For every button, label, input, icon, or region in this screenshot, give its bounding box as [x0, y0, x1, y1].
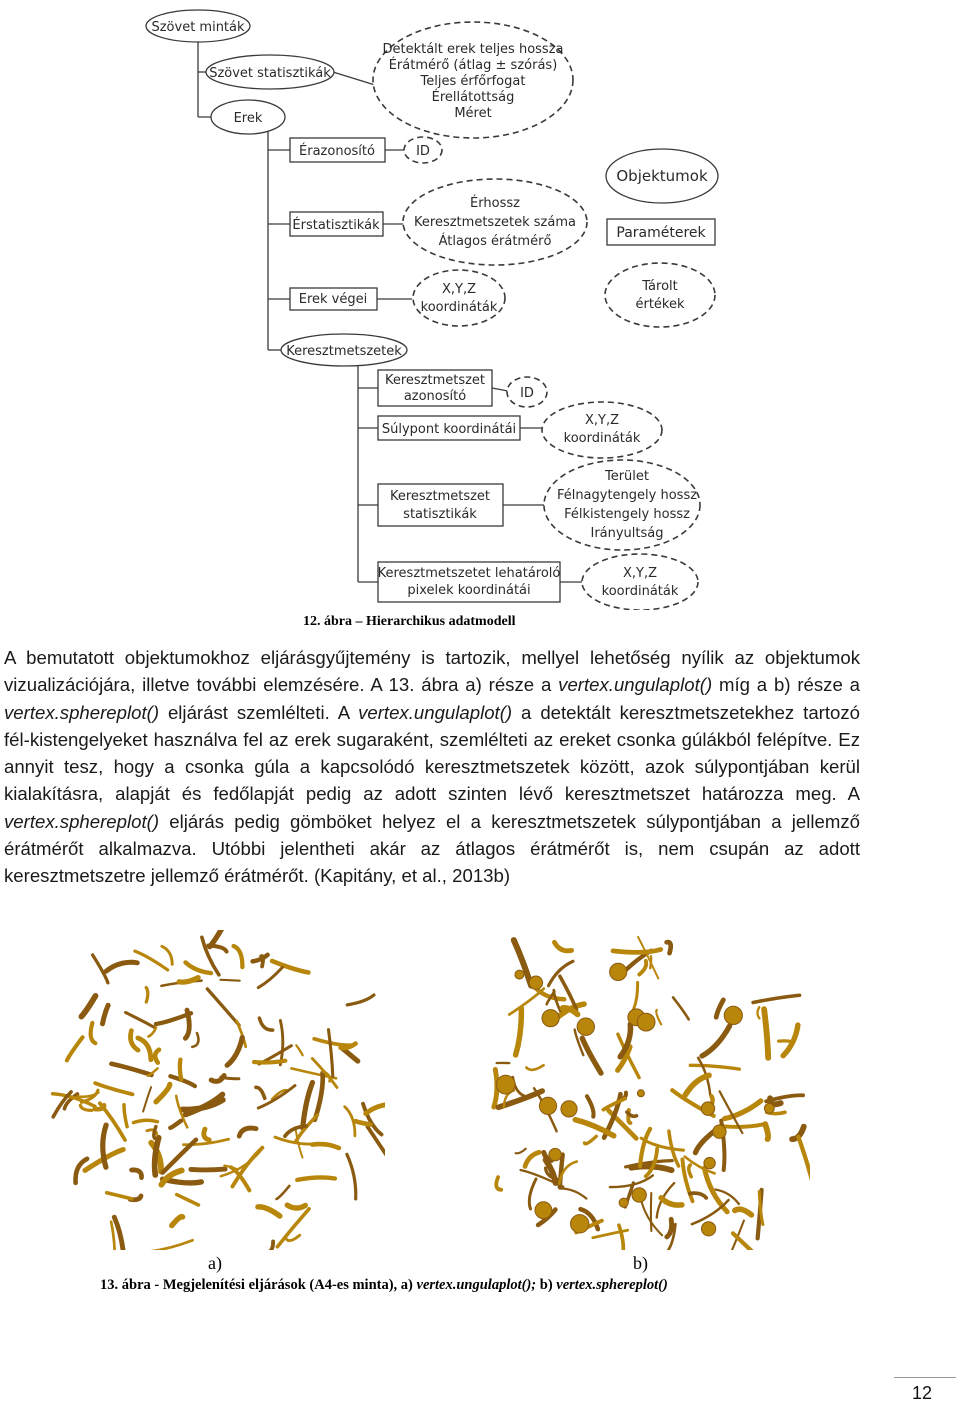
vessel-segment [204, 1129, 209, 1140]
km-stat-detail-3: Irányultság [590, 526, 663, 541]
vessel-segment [162, 946, 172, 964]
vessel-segment [107, 1193, 132, 1199]
vessel-segment [315, 1073, 323, 1120]
vessel-segment [689, 1165, 691, 1177]
km-azon-line1: Keresztmetszet [385, 373, 485, 388]
vessel-segment [80, 1105, 91, 1110]
vessel-segment [179, 978, 198, 983]
stats-detail-1: Érátmérő (átlag ± szórás) [389, 57, 558, 73]
vessel-segment [149, 1028, 157, 1037]
stats-detail-3: Érellátottság [432, 89, 515, 105]
paragraph-segment: míg a b) része a [712, 674, 860, 695]
vessel-segment [106, 962, 137, 971]
vessel-sphere [535, 1202, 552, 1219]
vessel-segment [239, 1128, 256, 1136]
vessel-segment [114, 1217, 124, 1250]
vessel-segment [221, 980, 240, 981]
vessel-segment [192, 1033, 198, 1047]
xyz1-line2: koordináták [421, 300, 498, 315]
km-stat-line2: statisztikák [403, 507, 477, 522]
vessel-segment [312, 1144, 339, 1148]
vessel-segment [516, 1149, 526, 1154]
vessel-sphere [610, 963, 627, 980]
vessel-segment [287, 1235, 300, 1240]
erstat-detail-2: Átlagos érátmérő [439, 233, 552, 249]
id-ellipse-1: ID [416, 144, 430, 159]
vessel-sphere [637, 1013, 655, 1031]
vessel-segment [329, 1030, 333, 1077]
figure-12-caption: 12. ábra – Hierarchikus adatmodell [303, 614, 515, 630]
vessel-segment [207, 989, 239, 1025]
caption13-mid: b) [536, 1277, 556, 1293]
vessel-segment [111, 1222, 115, 1250]
vessel-segment [585, 1136, 597, 1144]
vessel-segment [111, 1064, 151, 1075]
vessel-segment [526, 1065, 543, 1070]
figure-13a-ungulaplot [45, 930, 385, 1250]
vessel-segment [254, 1061, 285, 1063]
paragraph-segment: vertex.ungulaplot() [358, 702, 512, 723]
vessel-sphere [542, 1010, 559, 1027]
vessel-segment [619, 1225, 623, 1250]
vessel-segment [211, 1076, 224, 1082]
vessel-segment [765, 1124, 768, 1139]
vessel-segment [280, 1020, 283, 1064]
vessel-segment [347, 995, 374, 1005]
vessel-segment [124, 1105, 127, 1127]
xyz3-line1: X,Y,Z [623, 566, 657, 581]
vessel-segment [366, 1104, 385, 1113]
vessel-segment [509, 989, 544, 1015]
vessel-segment [256, 1087, 265, 1098]
vessel-sphere [764, 1103, 774, 1113]
vessel-segment [103, 1005, 109, 1024]
vessel-segment [180, 1060, 181, 1080]
vessel-sphere [549, 1148, 561, 1160]
km-azon-line2: azonosító [404, 389, 466, 404]
km-stat-detail-2: Félkistengely hossz [564, 507, 690, 522]
km-pixel-line1: Keresztmetszetet lehatároló [378, 566, 561, 581]
xyz2-line2: koordináták [564, 431, 641, 446]
vessel-segment [186, 962, 211, 973]
paragraph-segment: vertex.sphereplot() [4, 811, 159, 832]
vessel-segment [716, 1000, 723, 1017]
vessel-segment [673, 997, 689, 1019]
vessel-segment [587, 1096, 594, 1116]
vessel-segment [267, 1241, 273, 1250]
vessel-segment [514, 940, 531, 986]
figure-13b-sphereplot [470, 930, 810, 1250]
vessel-segment [170, 1121, 181, 1128]
vessel-segment [496, 1177, 501, 1190]
vessel-segment [525, 1152, 539, 1166]
vessel-sphere [704, 1157, 715, 1168]
vessel-sphere [515, 970, 524, 979]
node-erek-vegei: Erek végei [299, 292, 368, 307]
vessel-sphere [632, 1188, 646, 1202]
vessel-segment [133, 1120, 157, 1122]
vessel-segment [667, 1219, 672, 1237]
vessel-segment [368, 1127, 386, 1166]
vessel-segment [757, 1007, 759, 1018]
vessel-segment [95, 1083, 132, 1094]
paragraph-segment: A bemutatott objektumokhoz eljárásgyűjtemény is tartozik, mellyel lehetőség nyílik az objektumok vizualizációjára, illetve további elemzésére. A 13. ábra a) része a [4, 647, 860, 695]
vessel-segment [690, 1065, 739, 1069]
id-ellipse-2: ID [520, 386, 534, 401]
stats-detail-0: Detektált erek teljes hossza [382, 42, 563, 57]
vessel-sphere [496, 1075, 515, 1094]
vessel-sphere [637, 1090, 644, 1097]
km-stat-detail-0: Terület [604, 469, 649, 484]
vessel-segment [702, 1026, 730, 1056]
vessel-segment [641, 1138, 683, 1150]
vessel-sphere [539, 1097, 556, 1114]
vessel-segment [549, 961, 573, 985]
vessel-sphere [724, 1006, 742, 1024]
vessel-segment [347, 1154, 356, 1199]
vessel-segment [798, 1137, 810, 1180]
vessel-segment [667, 942, 671, 953]
legend-tarolt-line1: Tárolt [641, 279, 677, 294]
vessel-sphere [702, 1222, 716, 1236]
figure-13-caption [100, 1277, 668, 1294]
vessel-segment [661, 1198, 682, 1205]
vessel-segment [297, 1177, 335, 1179]
legend-tarolt-line2: értékek [635, 297, 685, 312]
erstat-detail-1: Keresztmetszetek száma [414, 215, 576, 230]
vessel-segment [516, 1008, 522, 1055]
node-erazonosito: Érazonosító [299, 143, 375, 159]
vessel-segment [720, 1125, 762, 1127]
vessel-segment [258, 968, 282, 988]
km-stat-line1: Keresztmetszet [390, 489, 490, 504]
paragraph-segment: vertex.sphereplot() [4, 702, 159, 723]
vessel-segment [67, 1037, 83, 1060]
vessel-segment [296, 1045, 302, 1055]
footer-rule [894, 1377, 956, 1378]
vessel-segment [287, 1205, 305, 1208]
stats-detail-4: Méret [454, 106, 491, 121]
vessel-segment [277, 1186, 290, 1199]
vessel-sphere [701, 1102, 714, 1115]
vessel-segment [146, 988, 148, 1002]
vessel-segment [345, 1107, 355, 1136]
km-pixel-line2: pixelek koordinátái [407, 583, 530, 598]
vessel-segment [234, 946, 243, 967]
node-keresztmetszetek: Keresztmetszetek [286, 344, 402, 359]
vessel-segment [640, 1129, 650, 1166]
vessel-segment [764, 1009, 768, 1058]
vessel-segment [529, 1179, 536, 1209]
figure-13a-label: a) [208, 1253, 222, 1274]
vessel-segment [613, 950, 661, 953]
xyz2-line1: X,Y,Z [585, 413, 619, 428]
node-erek: Erek [234, 111, 263, 126]
vessel-segment [81, 996, 95, 1017]
vessel-segment [494, 1069, 497, 1107]
xyz3-line2: koordináták [602, 584, 679, 599]
km-stat-detail-1: Félnagytengely hossz [557, 488, 697, 503]
body-paragraph [4, 644, 860, 890]
vessel-segment [135, 951, 168, 970]
vessel-sphere [713, 1125, 726, 1138]
vessel-segment [639, 961, 646, 975]
legend-objektumok: Objektumok [616, 167, 708, 185]
vessel-segment [314, 1039, 353, 1045]
vessel-segment [656, 1010, 661, 1025]
hierarchy-diagram [120, 0, 850, 610]
xyz1-line1: X,Y,Z [442, 282, 476, 297]
vessel-segment [143, 1087, 151, 1111]
vessel-sphere [571, 1215, 589, 1233]
vessel-segment [753, 995, 800, 1002]
vessel-segment [554, 942, 571, 951]
vessel-segment [735, 1209, 752, 1215]
vessel-segment [130, 1031, 138, 1051]
legend-parameterek: Paraméterek [616, 225, 706, 241]
paragraph-segment: vertex.ungulaplot() [558, 674, 712, 695]
vessel-segment [779, 1041, 792, 1043]
vessel-segment [259, 1018, 272, 1030]
paragraph-segment: eljárást szemlélteti. A [159, 702, 358, 723]
caption13-f2: vertex.sphereplot() [556, 1277, 668, 1293]
vessel-segment [258, 1207, 280, 1216]
page-number: 12 [912, 1383, 932, 1404]
vessel-segment [603, 1099, 625, 1110]
node-stats: Szövet statisztikák [209, 66, 331, 81]
vessel-segment [356, 1121, 371, 1124]
vessel-segment [91, 1023, 96, 1043]
vessel-segment [560, 976, 577, 1010]
vessel-segment [582, 1038, 601, 1073]
vessel-segment [156, 1084, 170, 1101]
vessel-segment [172, 1217, 183, 1226]
vessel-sphere [561, 1101, 577, 1117]
stats-detail-2: Teljes érfőrfogat [420, 74, 526, 89]
vessel-segment [191, 1169, 225, 1170]
vessel-segment [156, 1013, 191, 1024]
vessel-segment [177, 1195, 199, 1205]
vessel-segment [560, 1188, 587, 1198]
node-root: Szövet minták [151, 20, 245, 35]
vessel-segment [627, 1112, 637, 1116]
vessel-segment [155, 1050, 159, 1063]
node-erstat: Érstatisztikák [292, 217, 380, 233]
vessel-segment [685, 1075, 709, 1094]
caption13-prefix: 13. ábra - Megjelenítési eljárások (A4-es minta), a) [100, 1277, 417, 1293]
paragraph-segment: eljárás pedig gömböket helyez el a keresztmetszetek súlypontjában a jellemző érátmérőt alkalmazva. Utóbbi jelentheti akár az átlagos érátmérőt is, nem csupán az adott keresztmetszetre jellemző érátmérőt. (Kapitány, et al., 2013b) [4, 811, 860, 887]
caption13-f1: vertex.ungulaplot(); [417, 1277, 537, 1293]
figure-13b-label: b) [633, 1253, 648, 1274]
vessel-segment [227, 1038, 242, 1066]
vessel-sphere [619, 1198, 628, 1207]
vessel-segment [103, 1125, 106, 1167]
vessel-segment [150, 1240, 193, 1250]
vessel-sphere [529, 976, 542, 989]
erstat-detail-0: Érhossz [470, 195, 520, 211]
node-sulypont: Súlypont koordinátái [382, 422, 516, 437]
paragraph-segment: a detektált keresztmetszetekhez tartozó fél-kistengelyeket használva fel az erek sugaraként, szemlélteti az ereket csonka gúlákból felépítve. Ez annyit tesz, hogy a csonka gúla a kapcsolódó keresztmetszetek között, azok súlypontjában kerül kialakításra, alapját és fedőlapját pedig az adott szinten lévő keresztmetszet határozza meg. A [4, 702, 860, 805]
vessel-segment [132, 1170, 142, 1178]
vessel-sphere [577, 1018, 594, 1035]
vessel-segment [126, 1013, 155, 1028]
